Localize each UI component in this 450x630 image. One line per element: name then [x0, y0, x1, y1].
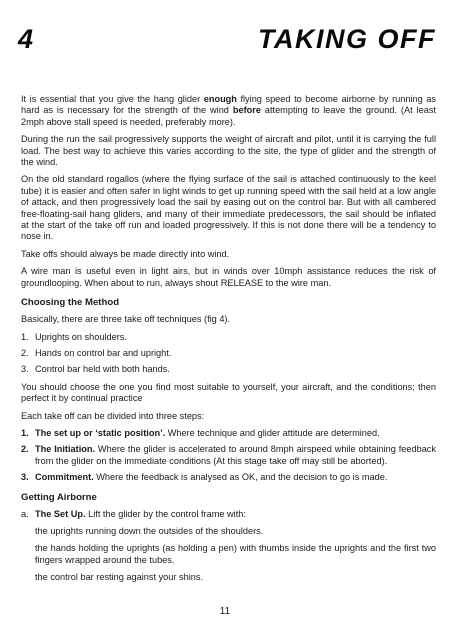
sub-paragraph-2: the hands holding the uprights (as holding a pen) with thumbs inside the uprights and the first two fingers wrapped around the tubes. — [35, 543, 436, 565]
list-item — [21, 472, 436, 483]
step-text: Where technique and glider attitude are determined. — [167, 427, 380, 438]
technique-list — [21, 332, 436, 376]
intro-text: attempting to leave the ground. (At least 2mph above stall speed is needed, preferably more). — [21, 105, 436, 127]
page-number: 11 — [219, 606, 231, 617]
list-number: 3. — [21, 472, 29, 483]
list-item — [21, 332, 436, 343]
emphasis-enough: enough — [203, 94, 237, 104]
list-text: Uprights on shoulders. — [35, 331, 127, 342]
sub-paragraph-3: the control bar resting against your shins. — [35, 572, 204, 583]
list-item — [21, 364, 436, 375]
steps-list — [21, 428, 436, 484]
intro-paragraph-3: On the old standard rogallos (where the flying surface of the sail is attached continuously to the keel tube) it is easier and often safer in light winds to get up running speed with the sail held at a low angle of attack, and then progressively load the sail by easing out on the control bar. But with all cambered free-floating-sail hang gliders, and many of their immediate predecessors, the sail should be inflated at the start of the take off run and loaded progressively. If this is not done there will be a tendency to nose in. — [21, 174, 436, 242]
step-text: Lift the glider by the control frame with: — [88, 508, 246, 519]
step-text: Where the glider is accelerated to around 8mph airspeed while obtaining feedback from the glider on the immediate conditions (At this stage take off may still be aborted). — [35, 444, 436, 466]
intro-text: flying speed to become airborne by running as hard as is necessary for the strength of the wind — [21, 94, 436, 116]
list-letter: a. — [21, 508, 29, 519]
method-intro: Basically, there are three take off techniques (fig 4). — [21, 314, 231, 325]
step-title: Commitment. — [35, 472, 94, 483]
intro-paragraph-1 — [21, 94, 436, 128]
emphasis-before: before — [232, 105, 261, 116]
list-item — [21, 428, 436, 439]
list-item — [21, 509, 436, 520]
list-number: 1. — [21, 331, 29, 342]
step-title: The Initiation. — [35, 444, 96, 455]
list-item — [21, 348, 436, 359]
list-number: 3. — [21, 364, 29, 375]
intro-paragraph-2: During the run the sail progressively supports the weight of aircraft and pilot, until it is carrying the full load. The best way to achieve this varies according to the site, the type of glider and the strength of the wind. — [21, 134, 436, 168]
sub-paragraph-1: the uprights running down the outsides of the shoulders. — [35, 525, 264, 536]
list-item — [21, 444, 436, 467]
intro-paragraph-5: A wire man is useful even in light airs, but in winds over 10mph assistance reduces the risk of groundlooping. When about to run, always shout RELEASE to the wire man. — [21, 266, 436, 288]
list-number: 1. — [21, 427, 29, 438]
page-body — [21, 94, 436, 590]
steps-intro: Each take off can be divided into three steps: — [21, 410, 205, 421]
intro-text: It is essential that you give the hang glider — [21, 94, 204, 104]
chapter-header — [18, 24, 436, 64]
chapter-title: TAKING OFF — [258, 24, 436, 54]
list-number: 2. — [21, 347, 29, 358]
list-text: Control bar held with both hands. — [35, 364, 170, 375]
airborne-list — [21, 509, 436, 520]
method-choose-paragraph: You should choose the one you find most suitable to yourself, your aircraft, and the conditions; then perfect it by continual practice — [21, 381, 436, 404]
list-number: 2. — [21, 444, 29, 455]
intro-paragraph-4: Take offs should always be made directly into wind. — [21, 248, 230, 259]
chapter-number: 4 — [18, 24, 34, 54]
step-title: The set up or ‘static position’. — [35, 427, 166, 438]
step-text: Where the feedback is analysed as OK, and the decision to go is made. — [96, 472, 388, 483]
section-heading-airborne: Getting Airborne — [21, 491, 97, 503]
section-heading-method: Choosing the Method — [21, 297, 120, 309]
step-title: The Set Up. — [35, 508, 86, 519]
list-text: Hands on control bar and upright. — [35, 347, 172, 358]
